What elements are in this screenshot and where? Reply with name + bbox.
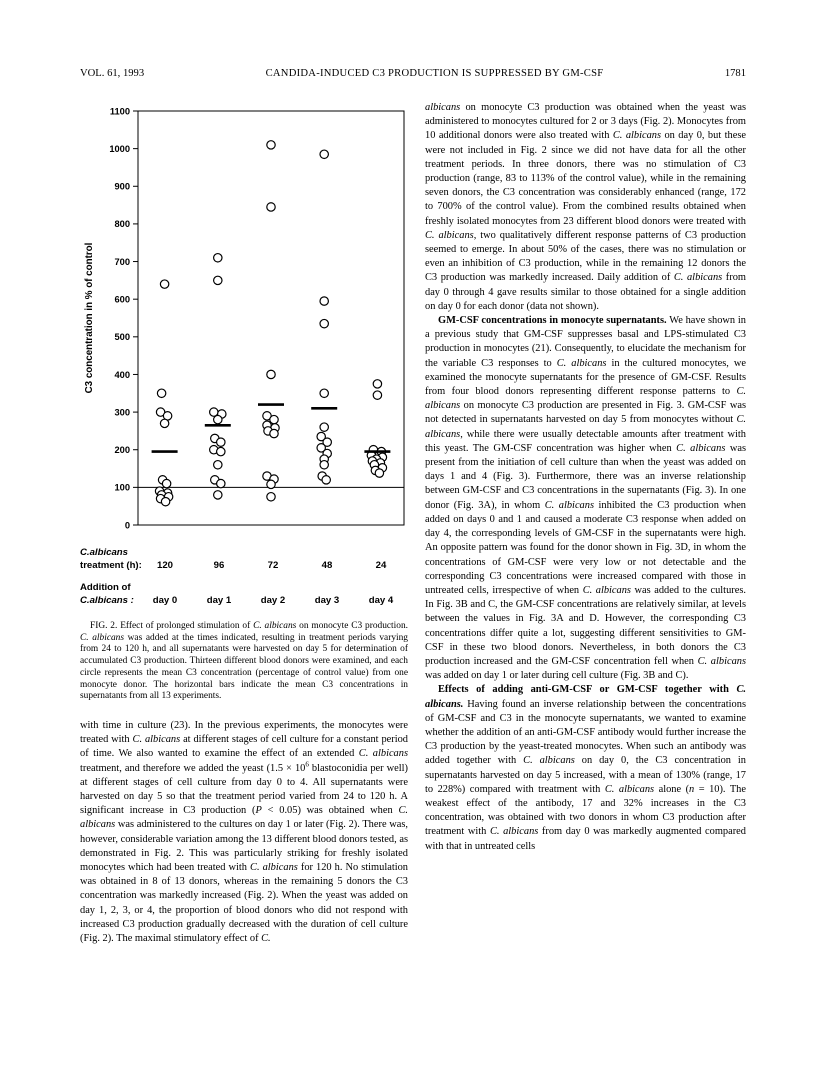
text-segment: Having found an inverse relationship between the concentrations of GM-CSF and C3 in the monocyte supernatants, we wanted to examine whether the addition of an anti-GM-CSF antibody would further increase the C3 production by the yeast-treated monocytes. When such an antibody was added together with	[425, 698, 746, 767]
donor-mean-point	[217, 438, 225, 446]
text-segment: < 0.05) was obtained when	[261, 805, 399, 817]
text-segment: C. albicans	[425, 386, 746, 412]
addition-day-values	[138, 594, 408, 607]
text-segment: FIG. 2. Effect of prolonged stimulation of	[90, 621, 254, 631]
text-segment: albicans	[425, 102, 461, 113]
text-segment: C.	[261, 932, 271, 944]
two-column-body	[80, 101, 746, 946]
text-segment: C. albicans	[80, 632, 125, 643]
text-segment: GM-CSF concentrations in monocyte supernatants.	[438, 315, 667, 327]
donor-mean-point	[320, 423, 328, 431]
treatment-axis-label-line1: C.albicans	[80, 547, 128, 558]
y-tick-label: 400	[114, 369, 130, 380]
text-segment: C. albicans	[612, 130, 662, 142]
text-segment: C. albicans	[425, 414, 746, 440]
donor-mean-point	[320, 150, 328, 158]
donor-mean-point	[267, 493, 275, 501]
text-segment: C. albicans	[358, 748, 408, 760]
treatment-axis-row	[80, 546, 408, 572]
text-segment: C. albicans	[697, 655, 746, 667]
addition-day-value: day 0	[152, 595, 178, 606]
text-segment: C. albicans	[582, 584, 631, 596]
donor-mean-point	[217, 479, 225, 487]
text-segment: n	[689, 783, 695, 795]
y-tick-label: 500	[114, 332, 130, 343]
donor-mean-point	[160, 280, 168, 288]
y-tick-label: 900	[114, 181, 130, 192]
scatter-plot	[80, 101, 408, 537]
text-segment: C. albicans	[556, 357, 607, 369]
text-segment: was administered to the cultures on day 1 or later (Fig. 2). There was, however, considerable variation among the 13 different blood donors tested, as demonstrated in Fig. 2. This was particularly striking for freshly isolated monocytes which had been treated with	[80, 819, 408, 873]
text-segment: was added to the cultures. In Fig. 3B and C, the GM-CSF concentrations are relatively similar, at levels between the values in Fig. 3A and D. However, the corresponding C3 concentrations differ quite a lot, suggesting different sensitivities to GM-CSF in these two blood donors. Nevertheless, in both donors the C3 production increased and the GM-CSF concentration fell when	[425, 584, 746, 667]
text-segment: C. albicans	[250, 861, 298, 873]
text-segment: We have shown in a previous study that GM-CSF suppresses basal and LPS-stimulated C3 production in monocytes (21). Consequently, to elucidate the mechanism for the variable C3 responses to	[425, 315, 746, 369]
plot-frame	[138, 111, 404, 525]
text-segment: = 10). The weakest effect of the antibody, 17 and 32% increases in the C3 concentration, was obtained with two donors in whom C3 production after treatment with	[425, 783, 746, 838]
left-column	[80, 101, 408, 946]
treatment-hours-value: 24	[375, 560, 387, 571]
text-segment: C. albicans	[253, 621, 297, 631]
text-segment: C. albicans	[604, 783, 655, 795]
text-segment: on day 0, but these were not included in Fig. 2 since we did not have data for all the other treatment periods. In three donors, there was no stimulation of C3 production (range, 83 to 113% of the control value), while in the remaining seven donors, the C3 concentration was considerably enhanced (range, 172 to 700% of the control value). From the combined results obtained when freshly isolated monocytes from 23 different blood donors were treated with	[425, 130, 746, 227]
text-segment: Effects of adding anti-GM-CSF or GM-CSF together with	[438, 684, 737, 696]
volume-info: VOL. 61, 1993	[80, 68, 145, 79]
right-column	[425, 101, 746, 946]
y-tick-label: 200	[114, 445, 130, 456]
text-segment: C. albicans	[132, 734, 181, 746]
donor-mean-point	[320, 461, 328, 469]
donor-mean-point	[267, 370, 275, 378]
text-segment: C. albicans	[80, 805, 408, 831]
y-tick-label: 800	[114, 219, 130, 230]
left-column-paragraph	[80, 719, 408, 946]
donor-mean-point	[157, 389, 165, 397]
addition-axis-label	[80, 581, 138, 607]
addition-day-value: day 1	[206, 595, 232, 606]
text-segment: C. albicans	[523, 755, 575, 767]
y-axis-title: C3 concentration in % of control	[84, 242, 95, 394]
text-segment: , two qualitatively different response patterns of C3 production seemed to emerge. In about 50% of the cases, there was no stimulation or even an inhibition of C3 production, while in the remaining 12 donors the C3 production was markedly increased. Daily addition of	[425, 229, 746, 284]
text-segment: with time in culture (23). In the previous experiments, the monocytes were treated with	[80, 719, 408, 746]
y-tick-label: 100	[114, 482, 130, 493]
running-title: CANDIDA-INDUCED C3 PRODUCTION IS SUPPRESSED BY GM-CSF	[265, 68, 604, 79]
text-segment: was added at the times indicated, resulting in treatment periods varying from 24 to 120 h, and all supernatants were harvested on day 5 for determination of accumulated C3 production. Thirteen different blood donors were examined, and each circle represents the mean C3 concentration (percentage of control value) from one monocyte donor. The horizontal bars indicate the mean C3 concentrations in supernatants from all 13 experiments.	[80, 632, 408, 702]
figure-caption	[80, 621, 408, 703]
donor-mean-point	[267, 480, 275, 488]
donor-mean-point	[267, 141, 275, 149]
text-segment: was present from the initiation of cell culture than when the yeast was added on days 1 and 4 (Fig. 3). Furthermore, there was an inverse relationship between GM-CSF and C3 concentrations in the supernatants (Fig. 3). In one donor (Fig. 3A), in whom	[425, 442, 747, 511]
donor-mean-point	[270, 429, 278, 437]
text-segment: at different stages of cell culture for a constant period of time. We also wanted to examine the effect of an extended	[80, 734, 408, 760]
donor-mean-point	[214, 276, 222, 284]
text-segment: from day 0 was markedly augmented compared with that in untreated cells	[425, 826, 746, 852]
donor-mean-point	[214, 491, 222, 499]
text-segment: for 120 h. No stimulation was obtained in 8 of 13 donors, whereas in the remaining 5 donors the C3 concentration was markedly increased (Fig. 2). When the yeast was added on day 1, 2, 3, or 4, the proportion of blood donors who did not respond with increased C3 production gradually decreased with the duration of cell culture (Fig. 2). The maximal stimulatory effect of	[80, 861, 408, 944]
text-segment: , while there were usually detectable amounts after treatment with this yeast. The GM-CSF concentration was higher when	[425, 428, 746, 454]
donor-mean-point	[217, 447, 225, 455]
right-column-paragraph-2	[425, 314, 746, 683]
addition-axis-label-line1: Addition of	[80, 582, 131, 593]
text-segment: C. albicans.	[425, 684, 746, 710]
text-segment: on monocyte C3 production was obtained when the yeast was administered to monocytes cultured for 2 or 3 days (Fig. 2). Monocytes from 10 additional donors were also treated with	[425, 102, 746, 142]
text-segment: on monocyte C3 production.	[296, 621, 408, 631]
treatment-axis-label-line2: treatment (h):	[80, 560, 142, 571]
y-tick-label: 600	[114, 294, 130, 305]
treatment-hours-value: 96	[213, 560, 225, 571]
y-tick-label: 0	[124, 520, 130, 531]
treatment-hours-value: 48	[321, 560, 333, 571]
page-number: 1781	[724, 68, 746, 79]
addition-day-value: day 4	[368, 595, 394, 606]
donor-mean-point	[160, 419, 168, 427]
donor-mean-point	[375, 469, 383, 477]
donor-mean-point	[270, 415, 278, 423]
addition-day-value: day 2	[260, 595, 286, 606]
treatment-hours-value: 72	[267, 560, 279, 571]
donor-mean-point	[161, 497, 169, 505]
text-segment: treatment, and therefore we added the yeast (1.5 × 10	[80, 762, 306, 774]
text-segment: C. albicans	[425, 229, 474, 241]
text-segment: alone (	[654, 783, 690, 795]
donor-mean-point	[214, 254, 222, 262]
text-segment: inhibited the C3 production when added on days 0 and 1 and caused a moderate C3 response when added on day 4, the corresponding levels of GM-CSF in the supernatants were high. An opposite pattern was found for the donor shown in Fig. 3D, in whom the concentrations of GM-CSF were very low or not detectable and the corresponding C3 concentrations were increased compared with those in untreated cells, irrespective of when	[425, 499, 747, 596]
right-column-paragraph-1	[425, 101, 746, 314]
right-column-paragraph-3	[425, 683, 746, 853]
y-tick-label: 700	[114, 256, 130, 267]
page-header	[80, 68, 746, 79]
text-segment: from day 0 through 4 gave results similar to those obtained for a single addition on day 0 for each donor (data not shown).	[425, 272, 746, 312]
text-segment: blastoconidia per well) at different stages of cell culture from day 0 to 4. All supernatants were harvested on day 5 so that the treatment period varied from 24 to 120 h. A significant increase in C3 production (	[80, 762, 408, 817]
donor-mean-point	[162, 479, 170, 487]
treatment-axis-label	[80, 546, 142, 572]
donor-mean-point	[214, 415, 222, 423]
text-segment: P	[255, 805, 262, 817]
text-segment: was added on day 1 or later during cell culture (Fig. 3B and C).	[425, 670, 689, 682]
text-segment: 6	[305, 760, 309, 769]
y-tick-label: 300	[114, 407, 130, 418]
text-segment: C. albicans	[673, 272, 723, 284]
donor-mean-point	[320, 389, 328, 397]
addition-axis-label-line2: C.albicans :	[80, 595, 134, 606]
donor-mean-point	[373, 391, 381, 399]
text-segment: C. albicans	[676, 442, 726, 454]
text-segment: on monocyte C3 production are presented in Fig. 3. GM-CSF was not detected in supernatants harvested on day 5 from monocytes without	[425, 400, 746, 426]
donor-mean-point	[320, 319, 328, 327]
y-tick-label: 1000	[109, 143, 130, 154]
text-segment: C. albicans	[544, 499, 594, 511]
text-segment: in the cultured monocytes, we examined the monocyte supernatants for the presence of GM-CSF. Results from four blood donors representing different response patterns to	[425, 357, 746, 398]
donor-mean-point	[322, 476, 330, 484]
treatment-hours-value: 120	[156, 560, 173, 571]
figure-2	[80, 101, 408, 703]
text-segment: C. albicans	[489, 826, 539, 838]
y-tick-label: 1100	[109, 106, 130, 117]
treatment-hours-values	[138, 559, 408, 572]
donor-mean-point	[214, 461, 222, 469]
addition-day-value: day 3	[314, 595, 340, 606]
donor-mean-point	[320, 297, 328, 305]
addition-axis-row	[80, 581, 408, 607]
donor-mean-point	[267, 203, 275, 211]
text-segment: on day 0, the C3 concentration in supernatants harvested on day 5 increased, with a mean of 130% (range, 17 to 228%) compared with treatment with	[425, 755, 747, 795]
donor-mean-point	[373, 380, 381, 388]
